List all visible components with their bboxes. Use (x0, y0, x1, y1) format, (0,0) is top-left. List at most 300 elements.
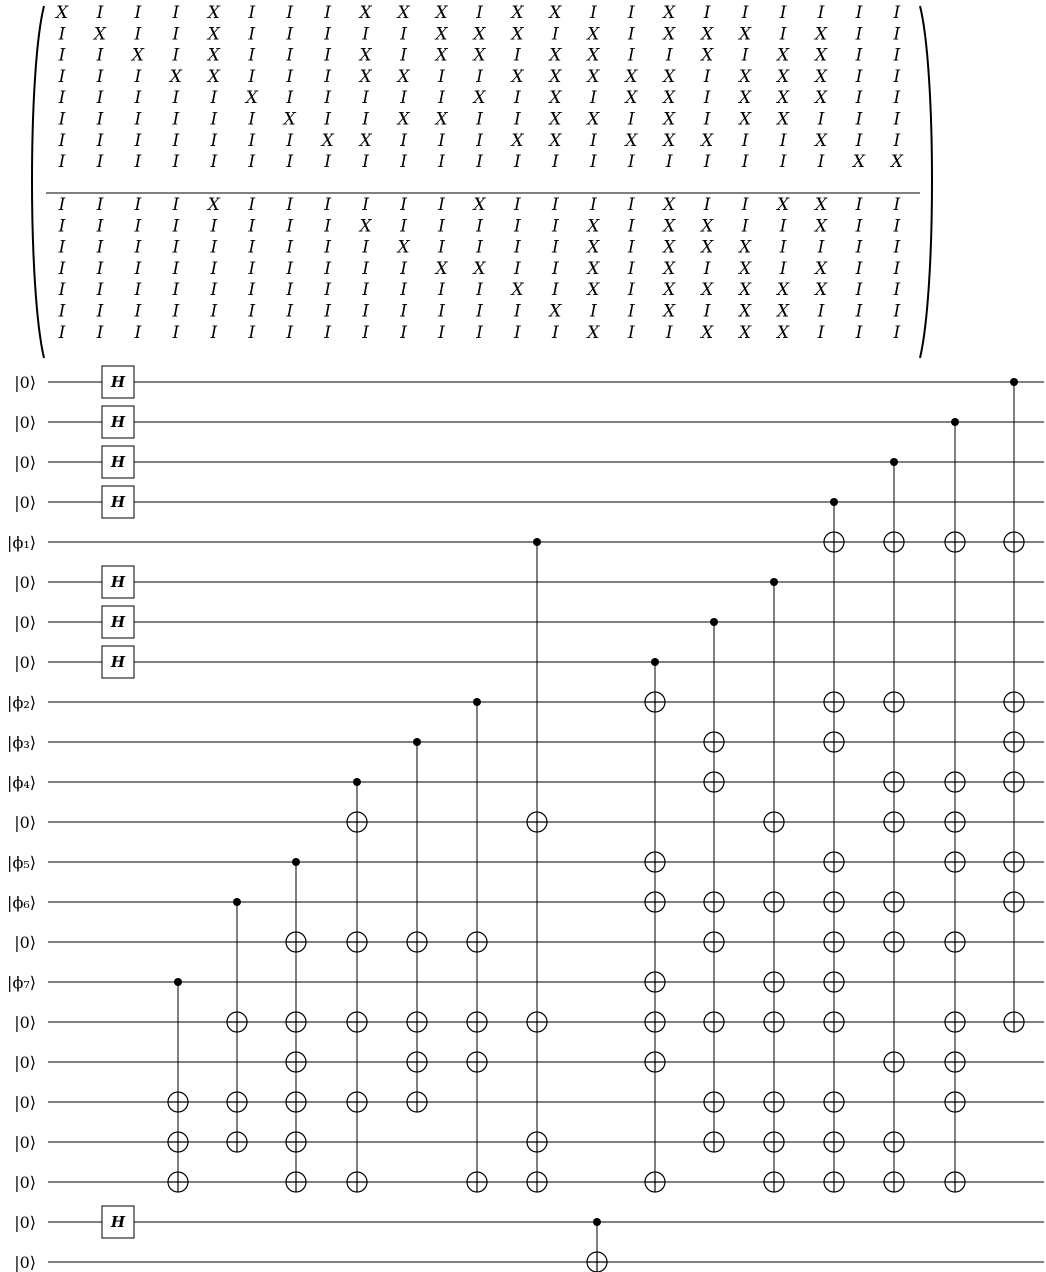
matrix-entry: X (814, 195, 828, 215)
matrix-entry: I (324, 301, 332, 322)
matrix-entry: X (207, 66, 220, 87)
matrix-entry: X (625, 66, 638, 87)
matrix-entry: I (438, 237, 445, 258)
matrix-entry: I (324, 280, 332, 301)
control-dot (770, 578, 778, 586)
qubit-label: |ϕ₆⟩ (7, 893, 36, 912)
matrix-entry: I (400, 45, 407, 66)
matrix-entry: I (134, 258, 142, 279)
matrix-entry: I (817, 109, 825, 130)
matrix-entry: I (210, 88, 218, 109)
matrix-entry: X (549, 109, 562, 130)
control-dot (593, 1218, 601, 1226)
matrix-entry: X (814, 24, 828, 45)
matrix-entry: X (587, 237, 600, 258)
matrix-entry: X (283, 109, 296, 130)
matrix-entry: X (776, 88, 790, 109)
matrix-entry: X (739, 258, 752, 279)
matrix-entry: I (476, 109, 483, 130)
matrix-entry: X (93, 24, 107, 45)
matrix-entry: I (96, 237, 104, 258)
matrix-entry: X (587, 280, 600, 301)
matrix-entry: I (58, 216, 66, 237)
matrix-entry: I (248, 301, 256, 322)
matrix-entry: I (362, 258, 369, 279)
matrix-entry: I (96, 3, 104, 23)
matrix-entry: X (814, 45, 828, 66)
matrix-entry: I (476, 322, 483, 343)
matrix-entry: I (286, 66, 294, 87)
qubit-label: |0⟩ (14, 1253, 36, 1272)
matrix-entry: I (248, 66, 256, 87)
matrix-entry: I (134, 66, 142, 87)
matrix-entry: I (855, 301, 863, 322)
matrix-entry: I (172, 152, 180, 173)
matrix-entry: I (210, 237, 218, 258)
qubit-label: |ϕ₂⟩ (7, 693, 36, 712)
matrix-entry: I (551, 258, 559, 279)
matrix-entry: I (665, 322, 673, 343)
qubit-label: |0⟩ (14, 493, 36, 512)
matrix-entry: I (514, 152, 521, 173)
matrix-entry: I (741, 130, 749, 151)
matrix-entry: I (855, 66, 863, 87)
control-dot (951, 418, 959, 426)
matrix-entry: I (514, 258, 521, 279)
matrix-entry: I (627, 24, 635, 45)
matrix-entry: I (627, 280, 635, 301)
matrix-entry: X (435, 45, 448, 66)
matrix-entry: I (438, 280, 445, 301)
control-dot (1010, 378, 1018, 386)
matrix-entry: X (701, 237, 714, 258)
matrix-entry: I (476, 66, 483, 87)
matrix-entry: I (286, 216, 294, 237)
matrix-entry: I (324, 322, 332, 343)
matrix-entry: I (362, 109, 369, 130)
matrix-entry: X (549, 130, 562, 151)
matrix-entry: I (134, 130, 142, 151)
matrix-entry: I (741, 3, 749, 23)
matrix-entry: I (58, 130, 66, 151)
matrix-entry: X (625, 88, 638, 109)
matrix-entry: I (703, 66, 711, 87)
matrix-entry: I (286, 258, 294, 279)
matrix-entry: X (435, 109, 448, 130)
matrix-entry: I (134, 88, 142, 109)
matrix-entry: X (397, 237, 410, 258)
matrix-entry: I (324, 3, 332, 23)
matrix-entry: I (476, 237, 483, 258)
matrix-entry: I (893, 88, 901, 109)
qubit-label: |0⟩ (14, 933, 36, 952)
matrix-entry: I (286, 152, 294, 173)
matrix-entry: I (96, 195, 104, 215)
left-paren (32, 6, 44, 358)
matrix-entry: I (627, 109, 635, 130)
matrix-entry: X (739, 237, 752, 258)
matrix-entry: I (96, 280, 104, 301)
matrix-entry: I (58, 66, 66, 87)
matrix-entry: I (286, 280, 294, 301)
matrix-entry: I (893, 45, 901, 66)
matrix-entry: I (741, 216, 749, 237)
matrix-entry: X (549, 66, 562, 87)
matrix-entry: I (514, 301, 521, 322)
matrix-entry: I (779, 3, 787, 23)
matrix-entry: X (739, 24, 752, 45)
matrix-entry: I (855, 109, 863, 130)
matrix-entry: X (549, 301, 562, 322)
matrix-entry: I (817, 237, 825, 258)
matrix-entry: I (248, 152, 256, 173)
matrix-entry: X (207, 45, 220, 66)
matrix-entry: X (587, 66, 600, 87)
qubit-label: |0⟩ (14, 613, 36, 632)
qubit-label: |0⟩ (14, 1133, 36, 1152)
matrix-entry: I (400, 322, 407, 343)
matrix-entry: I (286, 237, 294, 258)
matrix-entry: I (817, 152, 825, 173)
matrix-entry: I (286, 301, 294, 322)
matrix-entry: I (438, 66, 445, 87)
matrix-entry: I (172, 3, 180, 23)
matrix-entry: I (210, 109, 218, 130)
matrix-entry: X (435, 24, 448, 45)
qubit-label: |ϕ₃⟩ (7, 733, 36, 752)
matrix-entry: X (207, 195, 220, 215)
matrix-entry: X (321, 130, 334, 151)
matrix-entry: I (514, 88, 521, 109)
matrix-entry: I (855, 237, 863, 258)
matrix-entry: I (172, 237, 180, 258)
matrix-entry: I (627, 195, 635, 215)
matrix-entry: I (400, 24, 407, 45)
matrix-entry: I (476, 3, 483, 23)
matrix-entry: X (625, 130, 638, 151)
matrix-entry: I (893, 301, 901, 322)
matrix-entry: I (855, 258, 863, 279)
matrix-entry: I (627, 322, 635, 343)
matrix-entry: X (739, 301, 752, 322)
matrix-entry: I (551, 322, 559, 343)
matrix-entry: X (776, 195, 790, 215)
matrix-entry: I (855, 45, 863, 66)
matrix-entry: X (776, 45, 790, 66)
matrix-entry: I (324, 24, 332, 45)
matrix-entry: I (362, 280, 369, 301)
matrix-entry: I (134, 216, 142, 237)
control-dot (710, 618, 718, 626)
qubit-label: |0⟩ (14, 413, 36, 432)
matrix-entry: I (96, 258, 104, 279)
matrix-entry: I (96, 109, 104, 130)
matrix-entry: I (400, 258, 407, 279)
matrix-entry: I (703, 301, 711, 322)
matrix-entry: I (134, 152, 142, 173)
matrix-entry: I (210, 216, 218, 237)
quantum-circuit (7, 366, 1044, 1272)
matrix-entry: I (210, 280, 218, 301)
hadamard-label: H (110, 653, 126, 671)
matrix-entry: I (324, 152, 332, 173)
matrix-entry: X (511, 280, 524, 301)
matrix-entry: I (362, 24, 369, 45)
matrix-entry: I (476, 301, 483, 322)
matrix-entry: X (701, 322, 714, 343)
matrix-entry: I (438, 322, 445, 343)
matrix-entry: I (210, 322, 218, 343)
matrix-entry: I (627, 152, 635, 173)
qubit-label: |0⟩ (14, 1053, 36, 1072)
matrix-entry: X (663, 109, 676, 130)
matrix-entry: X (776, 109, 790, 130)
hadamard-label: H (110, 573, 126, 591)
matrix-entry: X (776, 301, 790, 322)
matrix-entry: X (663, 216, 676, 237)
matrix-entry: I (286, 130, 294, 151)
matrix-entry: I (855, 195, 863, 215)
matrix-entry: X (587, 24, 600, 45)
control-dot (233, 898, 241, 906)
matrix-entry: I (286, 24, 294, 45)
qubit-label: |0⟩ (14, 1013, 36, 1032)
matrix-entry: X (55, 3, 69, 23)
matrix-entry: I (134, 3, 142, 23)
matrix-entry: I (893, 258, 901, 279)
matrix-entry: I (551, 216, 559, 237)
matrix-entry: I (438, 301, 445, 322)
matrix-entry: X (435, 258, 448, 279)
matrix-entry: I (210, 301, 218, 322)
hadamard-label: H (110, 373, 126, 391)
matrix-entry: I (324, 195, 332, 215)
matrix-entry: I (438, 88, 445, 109)
matrix-entry: X (359, 66, 372, 87)
qubit-label: |0⟩ (14, 453, 36, 472)
qubit-label: |0⟩ (14, 653, 36, 672)
matrix-entry: I (172, 216, 180, 237)
matrix-entry: I (362, 322, 369, 343)
matrix-entry: I (58, 322, 66, 343)
matrix-entry: I (779, 216, 787, 237)
matrix-entry: I (286, 45, 294, 66)
matrix-entry: I (400, 301, 407, 322)
matrix-entry: I (96, 322, 104, 343)
matrix-entry: I (589, 130, 597, 151)
matrix-entry: X (397, 66, 410, 87)
matrix-entry: I (551, 152, 559, 173)
matrix-entry: X (587, 109, 600, 130)
matrix-entry: I (893, 66, 901, 87)
matrix-entry: I (703, 109, 711, 130)
matrix-entry: I (741, 45, 749, 66)
matrix-entry: I (324, 237, 332, 258)
matrix-entry: X (701, 130, 714, 151)
matrix-entry: I (362, 88, 369, 109)
matrix-entry: I (514, 195, 521, 215)
matrix-entry: X (814, 130, 828, 151)
right-paren (920, 6, 932, 358)
qubit-label: |ϕ₄⟩ (7, 773, 36, 792)
matrix-entry: I (96, 301, 104, 322)
matrix-entry: I (665, 45, 673, 66)
matrix-entry: I (551, 195, 559, 215)
matrix-entry: I (210, 152, 218, 173)
matrix-entry: I (362, 152, 369, 173)
control-dot (292, 858, 300, 866)
matrix-entry: I (248, 3, 256, 23)
matrix-entry: I (476, 216, 483, 237)
qubit-label: |0⟩ (14, 1213, 36, 1232)
matrix-entry: X (359, 45, 372, 66)
matrix-entry: I (855, 88, 863, 109)
matrix-entry: I (134, 280, 142, 301)
matrix-entry: I (400, 216, 407, 237)
matrix-entry: X (511, 3, 524, 23)
matrix-entry: I (248, 130, 256, 151)
matrix-entry: X (473, 258, 486, 279)
qubit-label: |0⟩ (14, 813, 36, 832)
matrix-entry: I (134, 322, 142, 343)
matrix-entry: I (476, 280, 483, 301)
matrix-entry: I (248, 109, 256, 130)
matrix-entry: I (893, 322, 901, 343)
matrix-entry: I (248, 216, 256, 237)
matrix-entry: I (58, 301, 66, 322)
matrix-entry: I (438, 216, 445, 237)
matrix-entry: X (587, 322, 600, 343)
matrix-entry: I (893, 3, 901, 23)
matrix-entry: I (248, 45, 256, 66)
matrix-entry: I (627, 237, 635, 258)
matrix-entry: I (324, 66, 332, 87)
matrix-entry: I (817, 3, 825, 23)
matrix-entry: I (627, 258, 635, 279)
matrix-entry: X (739, 66, 752, 87)
matrix-entry: X (814, 88, 828, 109)
matrix-entry: I (172, 195, 180, 215)
matrix-entry: X (359, 216, 372, 237)
matrix-entry: X (511, 24, 524, 45)
matrix-entry: I (172, 258, 180, 279)
matrix-entry: I (324, 109, 332, 130)
matrix-entry: I (779, 258, 787, 279)
matrix-entry: X (663, 301, 676, 322)
matrix-entry: I (893, 109, 901, 130)
matrix-entry: X (663, 237, 676, 258)
matrix-entry: I (703, 258, 711, 279)
matrix-entry: X (663, 66, 676, 87)
matrix-entry: X (739, 109, 752, 130)
matrix-entry: I (400, 195, 407, 215)
matrix-entry: I (400, 130, 407, 151)
matrix-entry: X (511, 130, 524, 151)
matrix-entry: I (665, 152, 673, 173)
matrix-entry: I (324, 45, 332, 66)
matrix-entry: I (286, 3, 294, 23)
matrix-entry: X (549, 3, 562, 23)
matrix-entry: I (855, 216, 863, 237)
matrix-entry: I (627, 3, 635, 23)
matrix-entry: I (438, 130, 445, 151)
matrix-entry: I (400, 152, 407, 173)
qubit-label: |0⟩ (14, 1093, 36, 1112)
matrix-entry: I (58, 88, 66, 109)
matrix-entry: X (814, 280, 828, 301)
matrix-entry: I (362, 237, 369, 258)
matrix-entry: I (58, 152, 66, 173)
matrix-entry: I (741, 195, 749, 215)
matrix-entry: I (172, 130, 180, 151)
matrix-entry: X (549, 88, 562, 109)
matrix-entry: I (248, 195, 256, 215)
matrix-entry: I (286, 88, 294, 109)
matrix-entry: I (855, 130, 863, 151)
matrix-entry: I (817, 301, 825, 322)
matrix-entry: I (58, 24, 66, 45)
qubit-label: |0⟩ (14, 573, 36, 592)
matrix-entry: I (362, 301, 369, 322)
matrix-entry: X (435, 3, 448, 23)
matrix-entry: X (701, 216, 714, 237)
matrix-entry: I (589, 88, 597, 109)
matrix-entry: I (362, 195, 369, 215)
matrix-entry: I (172, 24, 180, 45)
matrix-entry: I (893, 237, 901, 258)
matrix-entry: X (852, 152, 866, 173)
matrix-entry: X (776, 280, 790, 301)
matrix-entry: I (893, 195, 901, 215)
matrix-entry: X (473, 45, 486, 66)
matrix-entry: I (58, 195, 66, 215)
matrix-entry: I (476, 130, 483, 151)
matrix-entry: X (131, 45, 144, 66)
control-dot (353, 778, 361, 786)
matrix-entry: I (476, 152, 483, 173)
matrix-entry: X (776, 66, 790, 87)
matrix-entry: X (701, 280, 714, 301)
matrix-entry: I (703, 3, 711, 23)
matrix-entry: I (96, 66, 104, 87)
control-dot (830, 498, 838, 506)
matrix-entry: X (359, 130, 372, 151)
matrix-entry: I (248, 237, 256, 258)
control-dot (174, 978, 182, 986)
matrix-entry: I (438, 195, 445, 215)
control-dot (533, 538, 541, 546)
matrix-entry: X (814, 216, 828, 237)
matrix-entry: X (587, 216, 600, 237)
matrix-entry: I (893, 24, 901, 45)
hadamard-label: H (110, 453, 126, 471)
matrix-entry: I (172, 301, 180, 322)
matrix-entry: I (514, 45, 521, 66)
matrix-entry: I (172, 322, 180, 343)
matrix-entry: I (286, 322, 294, 343)
matrix-entry: I (96, 130, 104, 151)
matrix-entry: X (663, 280, 676, 301)
matrix-entry: I (172, 45, 180, 66)
matrix-entry: X (663, 3, 676, 23)
matrix-entry: I (58, 237, 66, 258)
matrix-entry: I (551, 237, 559, 258)
matrix-entry: I (134, 195, 142, 215)
matrix-entry: X (701, 45, 714, 66)
matrix-entry: I (134, 237, 142, 258)
matrix-entry: I (400, 280, 407, 301)
matrix-entry: X (587, 45, 600, 66)
